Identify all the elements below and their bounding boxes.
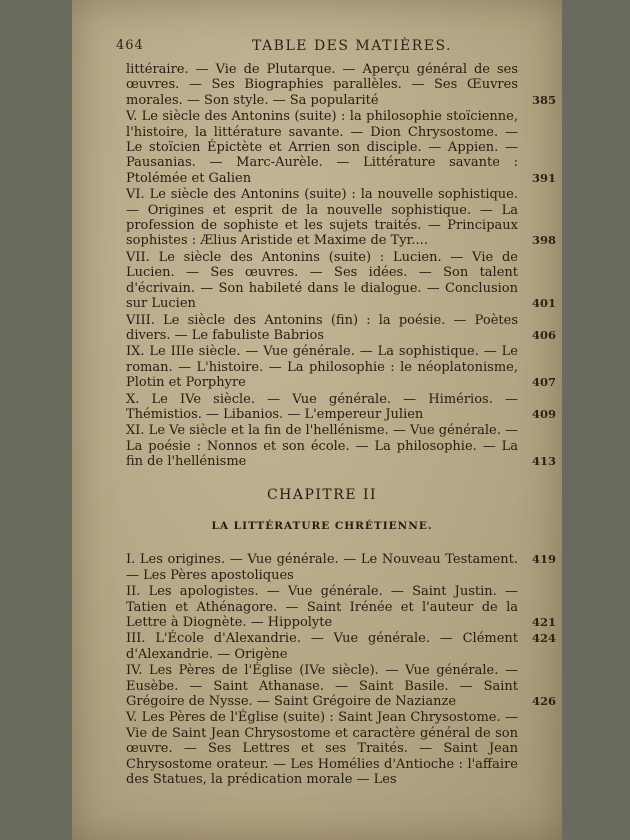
toc-entry [126, 584, 556, 630]
toc-entry [126, 109, 556, 186]
book-page [72, 0, 562, 840]
toc-entry-page: 385 [531, 92, 556, 107]
toc-entry [126, 344, 556, 391]
toc-entry-text: X. Le IVe siècle. — Vue générale. — Himérios. — Thémistios. — Libanios. — L'empereur Julien [126, 391, 518, 422]
toc-entry-text: XI. Le Ve siècle et la fin de l'hellénisme. — Vue générale. — La poésie : Nonnos et son école. — La philosophie. — La fin de l'hellénisme [126, 423, 518, 470]
toc-entry-page: 398 [531, 233, 556, 248]
toc-entry-text: II. Les apologistes. — Vue générale. — Saint Justin. — Tatien et Athénagore. — Saint Irénée et l'auteur de la Lettre à Diognète. — Hippolyte [126, 584, 518, 630]
toc-entry-text: III. L'École d'Alexandrie. — Vue générale. — Clément d'Alexandrie. — Origène [126, 631, 518, 662]
toc-entry-text: IV. Les Pères de l'Église (IVe siècle). — Vue générale. — Eusèbe. — Saint Athanase. — Saint Basile. — Saint Grégoire de Nysse. — Saint Grégoire de Nazianze [126, 663, 518, 710]
toc-entry-page: 401 [531, 296, 556, 311]
toc-entry [126, 391, 556, 423]
toc-entry-page: 406 [531, 327, 556, 342]
toc-entry [126, 312, 556, 344]
toc-entry [126, 710, 518, 787]
toc-entry [126, 552, 556, 583]
toc-body [126, 62, 556, 788]
toc-entry-text: VI. Le siècle des Antonins (suite) : la nouvelle sophistique. — Origines et esprit de la nouvelle sophistique. — La profession de sophiste et les sujets traités. — Principaux sophistes : Ælius Aristide et Maxime de Tyr.... [126, 187, 518, 249]
toc-entry-text: V. Les Pères de l'Église (suite) : Saint Jean Chrysostome. — Vie de Saint Jean Chrysostome et caractère général de son œuvre. — Ses Lettres et ses Traités. — Saint Jean Chrysostome orateur. — Les Homélies d'Antioche : l'affaire des Statues, la prédication morale — Les [126, 710, 518, 788]
page-number: 464 [116, 38, 144, 53]
toc-entry [126, 187, 556, 249]
toc-entry-page: 391 [531, 170, 556, 185]
toc-entry-page: 407 [531, 375, 556, 390]
toc-entry-page: 413 [531, 454, 556, 469]
toc-entry-text: VII. Le siècle des Antonins (suite) : Lucien. — Vie de Lucien. — Ses œuvres. — Ses idées. — Son talent d'écrivain. — Son habileté dans le dialogue. — Conclusion sur Lucien [126, 249, 518, 312]
toc-entry-text: littéraire. — Vie de Plutarque. — Aperçu général de ses œuvres. — Ses Biographies parallèles. — Ses Œuvres morales. — Son style. — Sa popularité [126, 62, 518, 108]
running-head: TABLE DES MATIÈRES. [252, 38, 452, 54]
toc-entry-text: I. Les origines. — Vue générale. — Le Nouveau Testament. — Les Pères apostoliques [126, 552, 518, 583]
toc-entry-text: V. Le siècle des Antonins (suite) : la philosophie stoïcienne, l'histoire, la littérature savante. — Dion Chrysostome. — Le stoïcien Épictète et Arrien son disciple. — Appien. — Pausanias. — Marc-Aurèle. — Littérature savante : Ptolémée et Galien [126, 109, 518, 186]
toc-entry [126, 62, 556, 108]
chapter-subtitle: LA LITTÉRATURE CHRÉTIENNE. [211, 519, 433, 532]
toc-entry-text: IX. Le IIIe siècle. — Vue générale. — La sophistique. — Le roman. — L'histoire. — La philosophie : le néoplatonisme, Plotin et Porphyre [126, 344, 518, 391]
toc-entry [126, 423, 556, 470]
chapter-title: CHAPITRE II [266, 486, 378, 503]
toc-entry [126, 249, 556, 312]
toc-entry-page: 421 [531, 615, 556, 629]
toc-entry-page: 419 [531, 552, 556, 567]
toc-entry-text: VIII. Le siècle des Antonins (fin) : la poésie. — Poètes divers. — Le fabuliste Babrios [126, 312, 518, 343]
toc-entry-page: 426 [531, 694, 556, 709]
toc-entry-page: 409 [531, 406, 556, 421]
toc-entry [126, 663, 556, 710]
toc-entry-page: 424 [531, 631, 556, 646]
toc-entry [126, 631, 556, 662]
